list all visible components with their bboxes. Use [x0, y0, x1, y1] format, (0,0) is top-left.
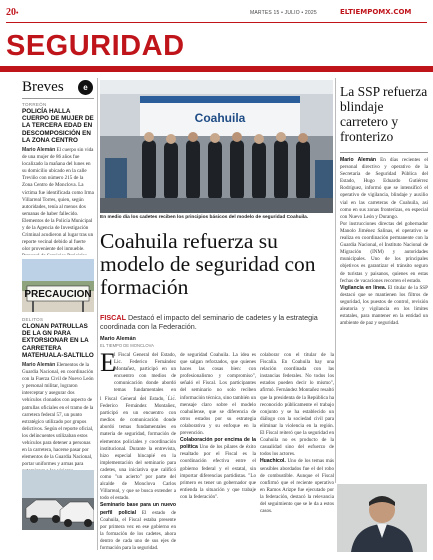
breves-title: Breves — [22, 79, 64, 95]
breve-item-2 — [22, 317, 94, 470]
main-article-photo — [100, 80, 333, 213]
main-deck: FISCAL Destacó el impacto del seminario de cadetes y la estrategia coordinada con la Federación. — [100, 313, 318, 331]
page-number: 20• — [6, 7, 19, 18]
right-headline[interactable]: La SSP refuerza blindaje carretero y fronterizo — [340, 84, 428, 144]
precaution-sign-photo — [22, 259, 94, 312]
brand-logo-icon: e — [78, 80, 93, 95]
right-author: Mario Alemán — [340, 157, 377, 163]
right-headline-divider — [340, 152, 428, 153]
breve-body: Mario Alemán El cuerpo sin vida de una mujer de 86 años fue localizado la mañana del lunes en su domicilio ubicado en la calle Treviño con número 215 de la Zona Centro de Monclova. La víctima fue identificada como Irma Villarreal Torres, quien, según autoridades, tenía al menos dos semanas de haber fallecido. Elementos de la Policía Municipal y de la Agencia de Investigación Criminal acudieron al lugar tras un reporte vecinal debido al fuerte olor proveniente del inmueble. — [22, 147, 94, 253]
breves-divider — [22, 98, 94, 99]
sign-text: PRECAUCION — [24, 289, 92, 300]
breve-author: Mario Alemán — [22, 147, 56, 154]
brand-logo[interactable]: ELTIEMPOMX.COM — [340, 8, 412, 16]
section-title: SEGURIDAD — [6, 30, 185, 62]
main-headline[interactable]: Coahuila refuerza su modelo de seguridad con formación — [100, 229, 316, 299]
banner-text: Coahuila — [194, 111, 246, 125]
breve-kicker: TORREÓN — [22, 102, 47, 107]
column-divider-right — [335, 78, 336, 483]
main-author-note: EL TIEMPO DE MONCLOVA — [100, 343, 154, 348]
drop-cap: E — [100, 348, 116, 377]
right-article-body: Mario Alemán En días recientes el personal directivo y operativo de la Secretaría de Seguridad Pública del Estado, Hugo Eduardo Gutiérrez Rodríguez, informó que se intensificó el operativo de vigilancia, blindaje y auxilio vial en las carreteras de Coahuila, así como en sus zonas fronterizas, en especial con Nuevo León y Durango. Por instrucciones directas del gobernador Manolo Jiménez Salinas, el operativo se realiza en coordinación permanente con la Guardia Nacional, el Instituto Nacional de Migración (INM) y autoridades municipales. Uno de los principales objetivos es garantizar el tránsito seguro de turistas y paisanos, quienes en estas fechas de vacaciones recorren el estado. Vigilancia en línea. El titular de la SSP destacó que se mantienen los filtros de seguridad, los puestos de control, revisión aleatoria y vigilancia en los límites estatales, para mantener en la entidad un ambiente de paz y seguridad. — [340, 157, 428, 327]
article-col1-top: l Fiscal General del Estado, Lic. Federico Fernández Montañez, participó en un encuentro con medios de comunicación donde abordó temas fundamentales en — [114, 352, 176, 394]
section-red-bar — [0, 66, 433, 72]
article-col3: colaborar con el titular de la Fiscalía. En Coahuila hay una relación coordinada con las instancias federales. No todos los estados pueden decir lo mismo", afirmó. Fernández Montañez resaltó que la presidenta de la República ha reconocido públicamente el trabajo conjunto y se ha establecido un diálogo con la sociedad civil para eliminar la violencia en la región. El Fiscal reiteró que la seguridad en Coahuila no es producto de la casualidad sino del esfuerzo de todos los actores. Huachicol. Uno de los temas más sensibles abordados fue el del robo de combustible. Aunque el Fiscal confirmó que el reciente operativo en Ramos Arizpe fue ejecutado por la federación, destacó la relevancia del seguimiento que se le da a estos casos. — [260, 352, 334, 515]
breve-author: Mario Alemán — [22, 362, 56, 369]
deck-lead: FISCAL — [100, 313, 126, 322]
article-subhead: Huachicol. — [260, 458, 286, 465]
issue-date: MARTES 15 • JULIO • 2025 — [250, 10, 317, 16]
patrol-cars-photo — [22, 470, 94, 530]
article-col2: de seguridad Coahuila. La idea es que salgan reforzados, que quienes haces las cosas bien: con profesionalismo y compromiso", señaló el Fiscal. Los participantes del seminario no solo reciben información técnica, sino también un mensaje claro sobre el modelo coahuilense, que se diferencia de otros estados por su estrategia colaborativa y su enfoque en la prevención. Colaboración por encima de la política Uno de los pilares de éxito resaltado por el Fiscal es la coordinación efectiva entre el gobierno federal y el estatal, sin importar diferencias partidistas. "Lo primero es tener un gobernador que entienda la situación y que trabaje con la federación". — [180, 352, 256, 500]
article-col1: l Fiscal General del Estado, Lic. Federico Fernández Montañez, participó en un encuentro con medios de comunicación donde abordó temas fundamentales en materia de seguridad, formación de elementos policiales y coordinación institucional. Durante la entrevista, hizo especial hincapié en la implementación del seminario para cadetes, una iniciativa que calificó como "un acierto" por parte del alcalde de Monclova Carlos Villarreal, y que se busca extender a todo el estado. Seminario base para un nuevo perfil policial El estado de Coahuila, el Fiscal estaba presente por primera vez en ese gobierno en la formación de los cadetes, ahora dentro de cada uno de sus ejes de formación para la seguridad. — [100, 396, 176, 551]
main-author: Mario Alemán — [100, 336, 136, 342]
breve-item-1 — [22, 102, 94, 255]
article-subhead: Seminario base para un nuevo perfil policial — [100, 502, 176, 516]
breve-kicker: DELITOS — [22, 317, 44, 322]
breve-headline[interactable]: CLONAN PATRULLAS DE LA GN PARA EXTORSIONAR EN LA CARRETERA MATEHUALA-SALTILLO — [22, 323, 94, 359]
column-divider-left — [97, 78, 98, 550]
photo-caption: En medio día los cadetes reciben los principios básicos del modelo de seguridad Coahuila. — [100, 215, 309, 220]
header-divider — [6, 22, 427, 23]
breve-headline[interactable]: POLICÍA HALLA CUERPO DE MUJER DE LA TERCERA EDAD EN DESCOMPOSICIÓN EN LA ZONA CENTRO — [22, 108, 94, 144]
right-subhead: Vigilancia en línea. — [340, 284, 387, 291]
breve-body: Mario Alemán Elementos de la Guardia Nacional, en coordinación con la Fuerza Civil de Nuevo León y personal militar, lograron interceptar y asegurar dos vehículos clonados con aspecto de patrullas oficiales en el tramo de la carretera federal 57, un punto estratégico utilizado por grupos delictivos. Según el reporte oficial, los delincuentes utilizaban estos vehículos para detener a personas en la carretera, hacerse pasar por elementos de la Guardia Nacional, portar uniformes y armas para — [22, 362, 94, 468]
article-subhead: Colaboración por encima de la política — [180, 437, 256, 451]
official-portrait-photo — [337, 484, 427, 552]
